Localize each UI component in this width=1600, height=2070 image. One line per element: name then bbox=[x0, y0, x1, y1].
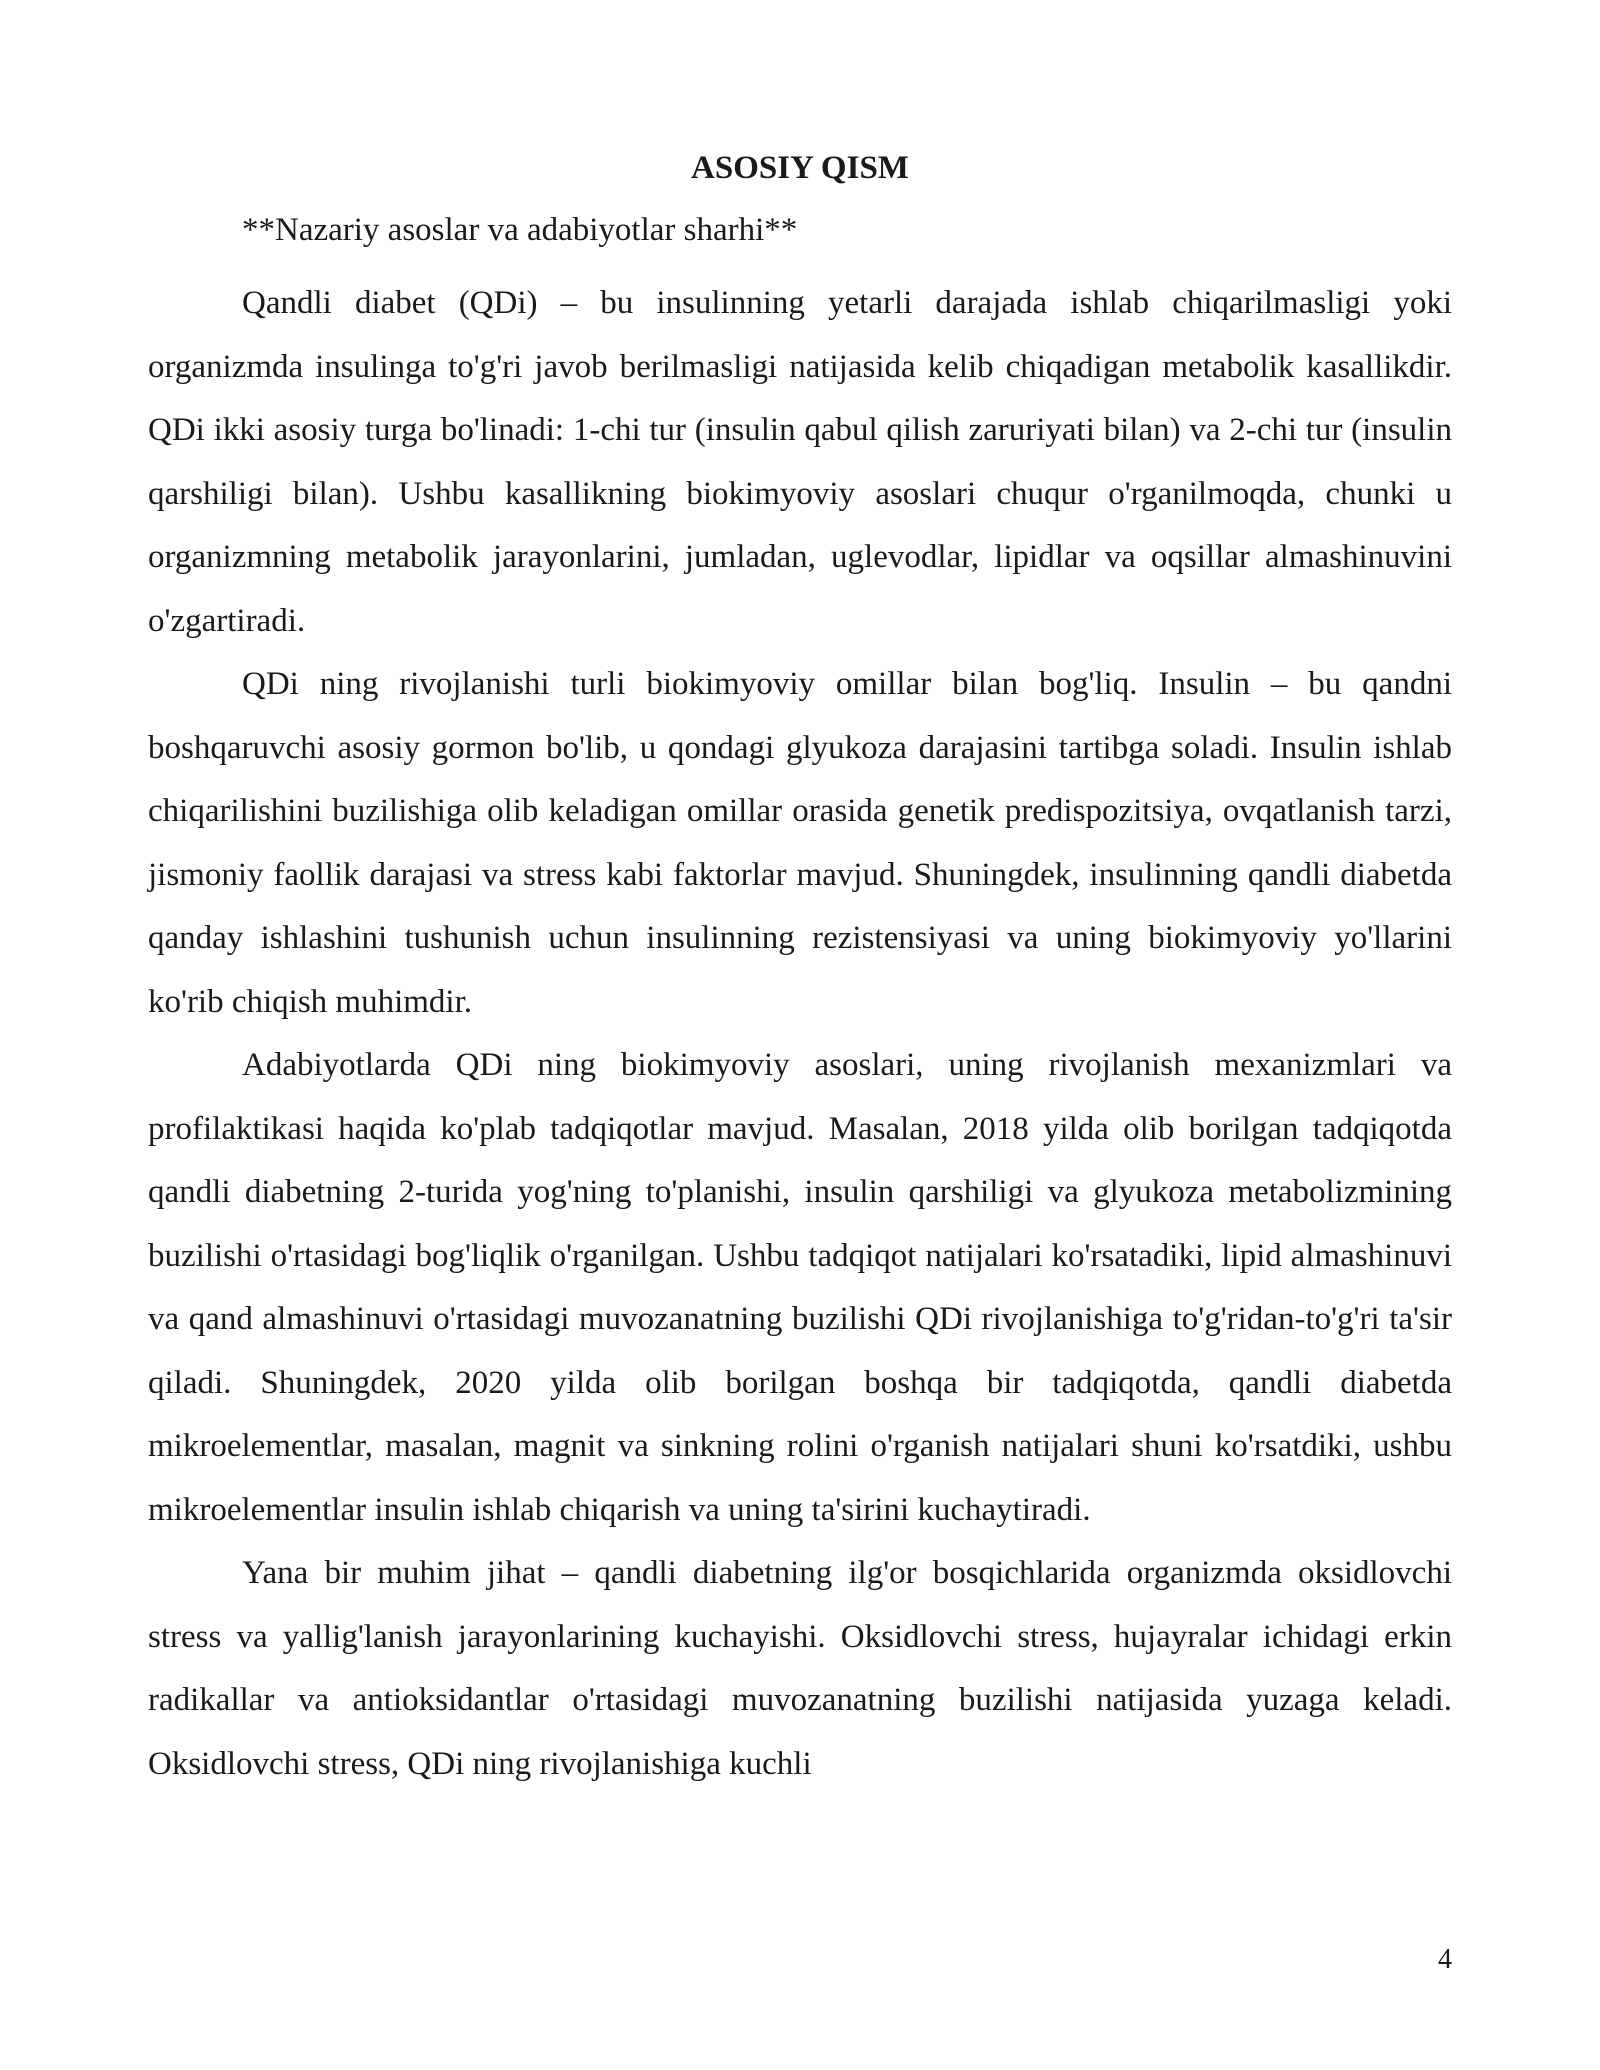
section-heading: ASOSIY QISM bbox=[691, 150, 909, 186]
paragraph-2: QDi ning rivojlanishi turli biokimyoviy omillar bilan bog'liq. Insulin – bu qandni boshqaruvchi asosiy gormon bo'lib, u qondagi glyukoza darajasini tartibga soladi. Insulin ishlab chiqarilishini buzilishiga olib keladigan omillar orasida genetik predispozitsiya, ovqatlanish tarzi, jismoniy faollik darajasi va stress kabi faktorlar mavjud. Shuningdek, insulinning qandli diabetda qanday ishlashini tushunish uchun insulinning rezistensiyasi va uning biokimyoviy yo'llarini ko'rib chiqish muhimdir. bbox=[148, 666, 1452, 1020]
page-number: 4 bbox=[1438, 1944, 1452, 1975]
paragraph-1: Qandli diabet (QDi) – bu insulinning yetarli darajada ishlab chiqarilmasligi yoki organizmda insulinga to'g'ri javob berilmasligi natijasida kelib chiqadigan metabolik kasallikdir. QDi ikki asosiy turga bo'linadi: 1-chi tur (insulin qabul qilish zaruriyati bilan) va 2-chi tur (insulin qarshiligi bilan). Ushbu kasallikning biokimyoviy asoslari chuqur o'rganilmoqda, chunki u organizmning metabolik jarayonlarini, jumladan, uglevodlar, lipidlar va oqsillar almashinuvini o'zgartiradi. bbox=[148, 285, 1452, 639]
paragraph-3: Adabiyotlarda QDi ning biokimyoviy asoslari, uning rivojlanish mexanizmlari va profilaktikasi haqida ko'plab tadqiqotlar mavjud. Masalan, 2018 yilda olib borilgan tadqiqotda qandli diabetning 2-turida yog'ning to'planishi, insulin qarshiligi va glyukoza metabolizmining buzilishi o'rtasidagi bog'liqlik o'rganilgan. Ushbu tadqiqot natijalari ko'rsatadiki, lipid almashinuvi va qand almashinuvi o'rtasidagi muvozanatning buzilishi QDi rivojlanishiga to'g'ridan-to'g'ri ta'sir qiladi. Shuningdek, 2020 yilda olib borilgan boshqa bir tadqiqotda, qandli diabetda mikroelementlar, masalan, magnit va sinkning rolini o'rganish natijalari shuni ko'rsatdiki, ushbu mikroelementlar insulin ishlab chiqarish va uning ta'sirini kuchaytiradi. bbox=[148, 1047, 1452, 1528]
page-content bbox=[148, 146, 1452, 1796]
subsection-heading: **Nazariy asoslar va adabiyotlar sharhi** bbox=[242, 212, 798, 248]
paragraph-4: Yana bir muhim jihat – qandli diabetning ilg'or bosqichlarida organizmda oksidlovchi stress va yallig'lanish jarayonlarining kuchayishi. Oksidlovchi stress, hujayralar ichidagi erkin radikallar va antioksidantlar o'rtasidagi muvozanatning buzilishi natijasida yuzaga keladi. Oksidlovchi stress, QDi ning rivojlanishiga kuchli bbox=[148, 1555, 1452, 1782]
